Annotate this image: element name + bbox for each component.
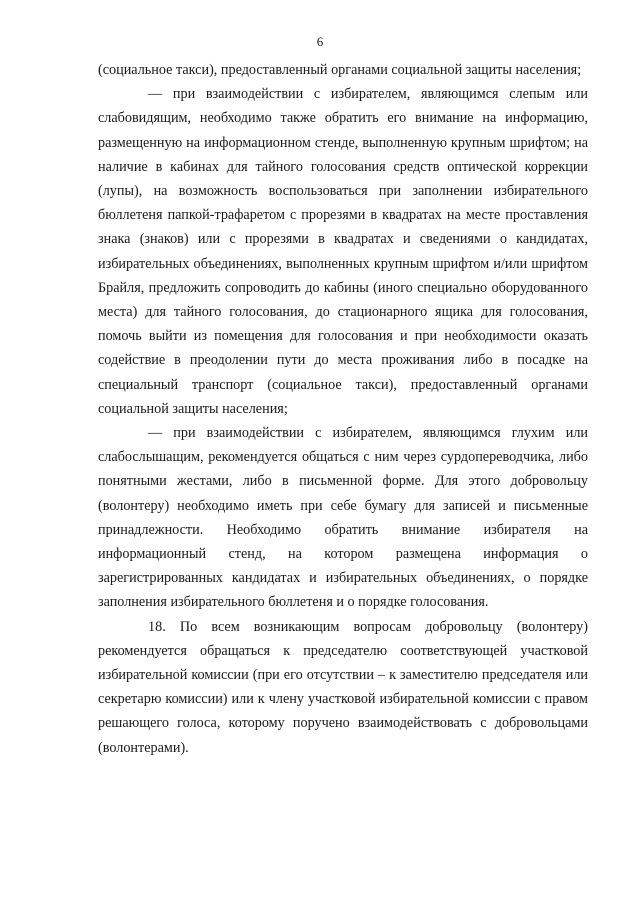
paragraph-blind-voters: — при взаимодействии с избирателем, являющимся слепым или слабовидящим, необходимо также обратить его внимание на информацию, размещенную на информационном стенде, выполненную крупным шрифтом; на наличие в кабинах для тайного голосования средств оптической коррекции (лупы), на возможность воспользоваться при заполнении избирательного бюллетеня папкой-трафаретом с прорезями в квадратах на месте проставления знака (знаков) или с прорезями в квадратах и сведениями о кандидатах, избирательных объединениях, выполненных крупным шрифтом и/или шрифтом Брайля, предложить сопроводить до кабины (иного специально оборудованного места) для тайного голосования, до стационарного ящика для голосования, помочь выйти из помещения для голосования и при необходимости оказать содействие в преодолении пути до места проживания либо в посадке на специальный транспорт (социальное такси), предоставленный органами социальной защиты населения; <box>98 86 588 417</box>
page-number: 6 <box>316 34 324 49</box>
paragraph-continuation: (социальное такси), предоставленный органами социальной защиты населения; <box>98 62 582 78</box>
document-body <box>98 58 588 760</box>
paragraph-item-18: 18. По всем возникающим вопросам добровольцу (волонтеру) рекомендуется обращаться к председателю соответствующей участковой избирательной комиссии (при его отсутствии – к заместителю председателя или секретарю комиссии) или к члену участковой избирательной комиссии с правом решающего голоса, которому поручено взаимодействовать с добровольцами (волонтерами). <box>98 618 588 756</box>
paragraph-deaf-voters: — при взаимодействии с избирателем, являющимся глухим или слабослышащим, рекомендуется общаться с ним через сурдопереводчика, либо понятными жестами, либо в письменной форме. Для этого добровольцу (волонтеру) необходимо иметь при себе бумагу для записей и письменные принадлежности. Необходимо обратить внимание избирателя на информационный стенд, на котором размещена информация о зарегистрированных кандидатах и избирательных объединениях, о порядке заполнения избирательного бюллетеня и о порядке голосования. <box>98 425 588 611</box>
